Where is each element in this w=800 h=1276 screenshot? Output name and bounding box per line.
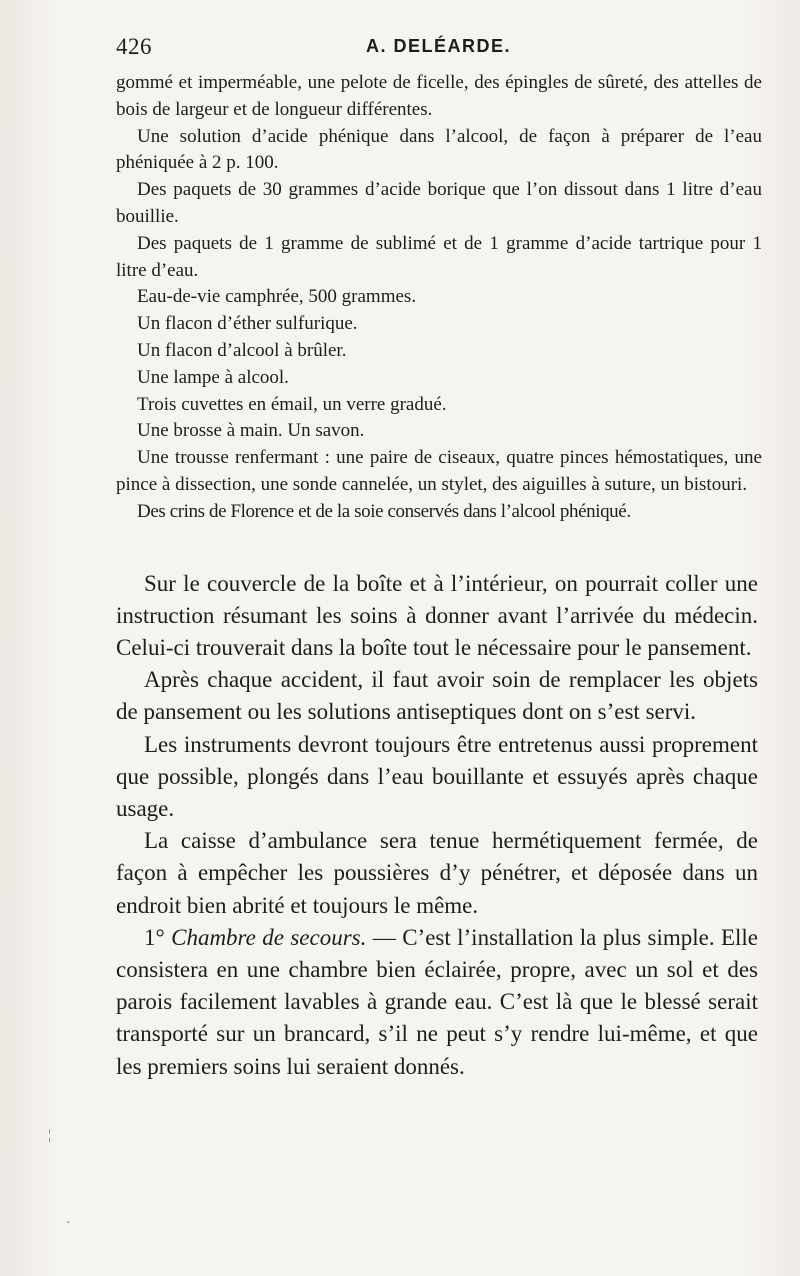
section-dash: — <box>366 924 403 950</box>
list-item: Une lampe à alcool. <box>137 366 289 388</box>
margin-speck: · <box>66 1216 71 1231</box>
list-item: Une brosse à main. Un savon. <box>137 420 365 442</box>
list-item: Une trousse renfermant : une paire de ciseaux, quatre pinces hémostatiques, une pince à dissection, une sonde cannelée, un stylet, des aiguilles à suture, un bistouri. <box>116 447 762 495</box>
supply-list <box>116 70 762 526</box>
paragraph: Les instruments devront toujours être entretenus aussi proprement que possible, plongés dans l’eau bouillante et essuyés après chaque usage. <box>116 731 758 821</box>
body-text <box>116 568 758 1083</box>
page-header <box>116 30 762 70</box>
list-item: Un flacon d’alcool à brûler. <box>137 339 347 361</box>
paragraph: La caisse d’ambulance sera tenue hermétiquement fermée, de façon à empêcher les poussières d’y pénétrer, et déposée dans un endroit bien abrité et toujours le même. <box>116 828 758 918</box>
running-head: A. DELÉARDE. <box>366 36 512 56</box>
list-item: Une solution d’acide phénique dans l’alcool, de façon à préparer de l’eau phéniquée à 2 p. 100. <box>116 125 762 174</box>
list-item-continuation: gommé et imperméable, une pelote de ficelle, des épingles de sûreté, des attelles de bois de largeur et de longueur différentes. <box>116 72 762 120</box>
page-number: 426 <box>116 34 152 59</box>
section-paragraph <box>116 922 758 1083</box>
paragraph: Après chaque accident, il faut avoir soin de remplacer les objets de pansement ou les solutions antiseptiques dont on s’est servi. <box>116 667 758 725</box>
section-title: Chambre de secours. <box>171 924 367 950</box>
paragraph: Sur le couvercle de la boîte et à l’intérieur, on pourrait coller une instruction résumant les soins à donner avant l’arrivée du médecin. Celui-ci trouverait dans la boîte tout le nécessaire pour le pansement. <box>116 570 758 660</box>
list-item: Des paquets de 30 grammes d’acide borique que l’on dissout dans 1 litre d’eau bouillie. <box>116 179 762 227</box>
section-text: C’est l’installation la plus simple. Elle consistera en une chambre bien éclairée, propre, avec un sol et des parois facilement lavables à grande eau. C’est là que le blessé serait transporté sur un brancard, s’il ne peut s’y rendre lui-même, et que les premiers soins lui seraient donnés. <box>116 924 759 1079</box>
list-item: Un flacon d’éther sulfurique. <box>137 313 358 335</box>
list-item: Eau-de-vie camphrée, 500 grammes. <box>137 286 417 308</box>
section-number: 1° <box>144 924 165 950</box>
list-item: Des crins de Florence et de la soie conservés dans l’alcool phéniqué. <box>137 500 631 522</box>
margin-speck: ¦ <box>48 1128 51 1143</box>
list-item: Trois cuvettes en émail, un verre gradué. <box>137 393 447 415</box>
list-item: Des paquets de 1 gramme de sublimé et de 1 gramme d’acide tartrique pour 1 litre d’eau. <box>116 232 762 281</box>
